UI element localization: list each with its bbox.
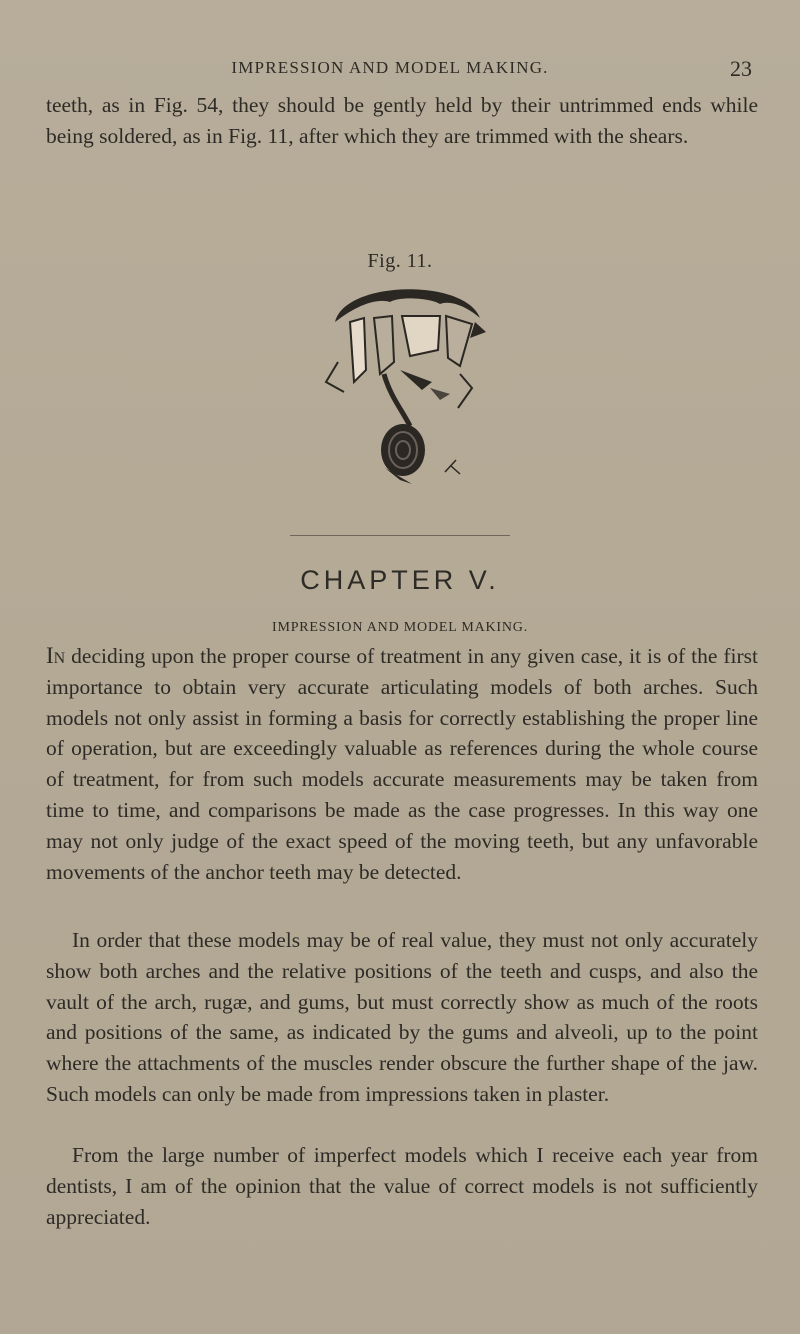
band-right — [446, 316, 472, 366]
page-number: 23 — [730, 56, 752, 81]
paragraph-1-text: deciding upon the proper course of treatment in any given case, it is of the first importance to obtain very accurate articulating models of both arches. Such models not only assist in forming a basis for correctly establishing the proper line of operation, but are exceedingly valuable as references during the whole course of treatment, for from such models accurate measurements may be taken from time to time, and comparisons be made as the case progresses. In this way one may not only judge of the exact speed of the moving teeth, but any unfavorable movements of the anchor teeth may be detected. — [46, 644, 758, 884]
wire-strip — [384, 374, 410, 426]
section-divider — [290, 535, 510, 536]
band-center — [402, 316, 440, 356]
paragraph-2: In order that these models may be of real value, they must not only accurately show both arches and the relative positions of the teeth and cusps, and also the vault of the arch, rugæ, and gums, but must correctly show as much of the roots and positions of the same, as indicated by the gums and alveoli, up to the point where the attachments of the muscles render obscure the further shape of the jaw. Such models can only be made from impressions taken in plaster. — [46, 928, 758, 1106]
wire-small-piece — [430, 388, 450, 400]
wire-left-end — [326, 362, 344, 392]
band-center-left — [374, 316, 394, 374]
wire-tip-branch — [451, 466, 460, 474]
wire-diagonal-right — [400, 370, 432, 390]
paragraph-1 — [46, 641, 758, 887]
continued-paragraph: teeth, as in Fig. 54, they should be gently held by their untrimmed ends while being soldered, as in Fig. 11, after which they are trimmed with the shears. — [46, 93, 758, 148]
running-head — [0, 58, 800, 82]
figure-caption: Fig. 11. — [367, 250, 433, 272]
figure-illustration — [290, 270, 530, 510]
paragraph-3: From the large number of imperfect models which I receive each year from dentists, I am of the opinion that the value of correct models is not sufficiently appreciated. — [46, 1143, 758, 1229]
wire-tip — [445, 460, 456, 472]
chapter-title: CHAPTER V. — [300, 565, 500, 595]
paragraph-lead-word: In — [46, 643, 66, 668]
chapter-subtitle: IMPRESSION AND MODEL MAKING. — [271, 620, 528, 635]
running-title: IMPRESSION AND MODEL MAKING. — [231, 58, 549, 77]
band-left — [350, 318, 366, 382]
wire-right-end — [458, 374, 472, 408]
